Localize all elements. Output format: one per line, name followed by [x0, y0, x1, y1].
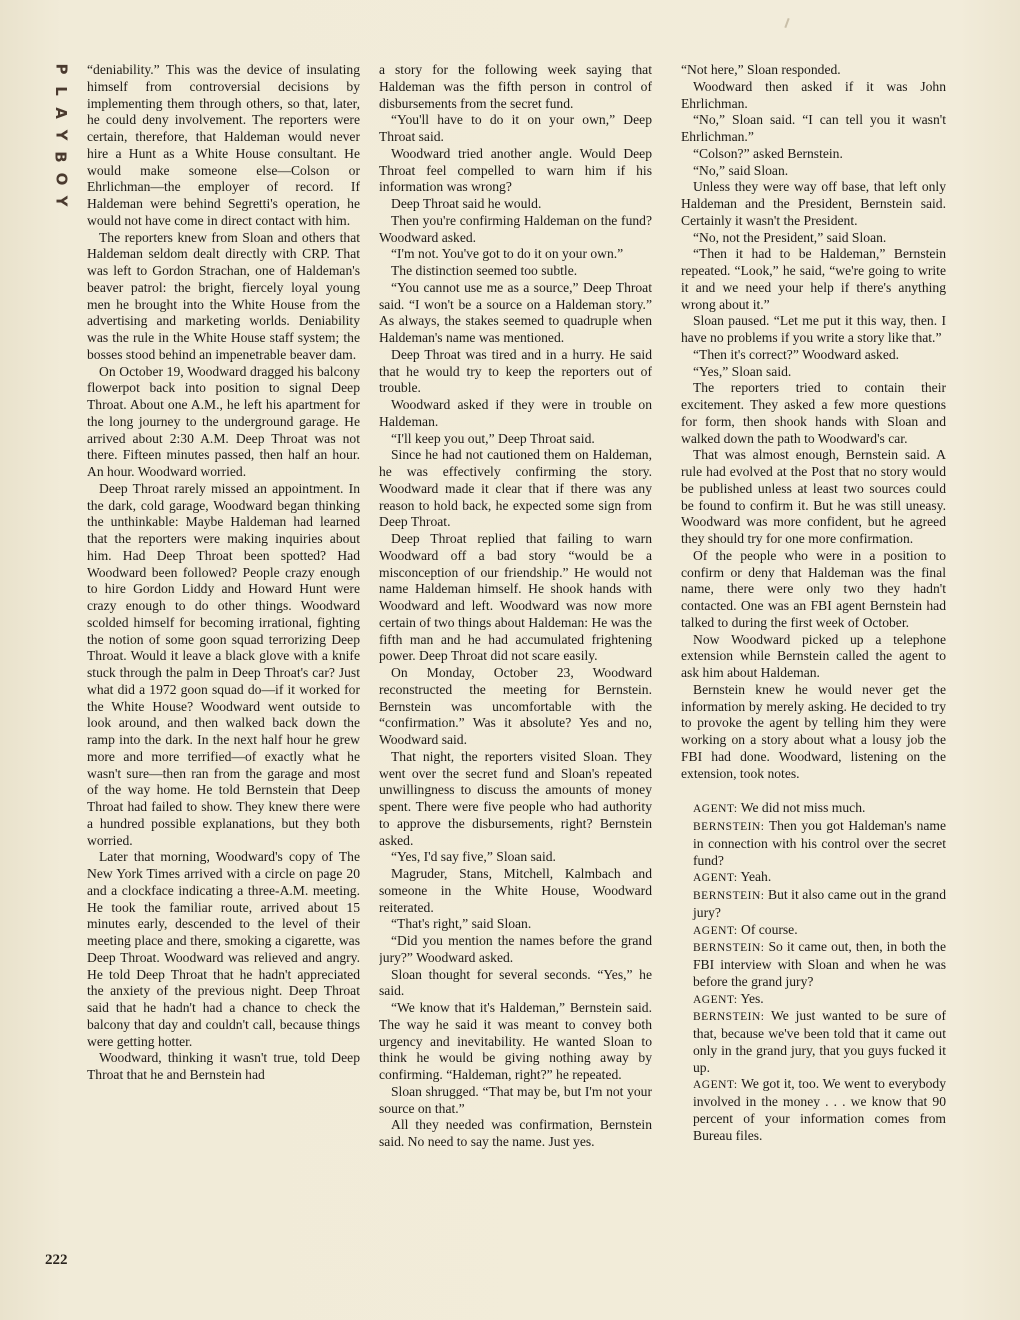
speaker-label: BERNSTEIN:	[693, 890, 765, 902]
paragraph: All they needed was confirmation, Bernstein said. No need to say the name. Just yes.	[379, 1117, 652, 1149]
paragraph: “I'm not. You've got to do it on your own.”	[391, 246, 624, 262]
paragraph: “deniability.” This was the device of insulating himself from controversial decisions by implementing them through others, so that, later, he could deny involvement. The reporters were certain, therefore, that Haldeman would never hire a Hunt as a White House consultant. He would make someone else—Colson or Ehrlichman—the employer of record. If Haldeman were behind Segretti's operation, he would not have come in direct contact with him.	[87, 62, 360, 228]
page-number: 222	[45, 1252, 68, 1268]
paragraph: Woodward then asked if it was John Ehrlichman.	[681, 78, 946, 111]
interview-transcript	[681, 800, 946, 1144]
paragraph: “Then it's correct?” Woodward asked.	[693, 346, 900, 362]
masthead-letter: L	[52, 86, 70, 96]
paragraph: On Monday, October 23, Woodward reconstructed the meeting for Bernstein. Bernstein was uncomfortable with the “confirmation.” Was it absolute? Yes and no, Woodward said.	[379, 665, 652, 747]
masthead-letter: Y	[52, 129, 70, 141]
speaker-text: We did not miss much.	[740, 800, 866, 816]
speaker-text: We got it, too. We went to everybody involved in the money . . . we know that 90 percent of your information comes from Bureau files.	[693, 1076, 946, 1143]
paragraph: Deep Throat was tired and in a hurry. He said that he would try to keep the reporters out of trouble.	[379, 346, 652, 396]
transcript-line	[681, 1076, 946, 1144]
paragraph: That was almost enough, Bernstein said. A rule had evolved at the Post that no story would be published unless at least two sources could be found to confirm it. But he was still uneasy. Woodward was more confident, but he agreed they should try for one more confirmation.	[681, 447, 946, 546]
column-1	[87, 62, 360, 1302]
paragraph: “No, not the President,” said Sloan.	[693, 229, 887, 245]
speaker-text: We just wanted to be sure of that, because we've been told that it came out only in the grand jury, that you guys fucked it up.	[693, 1008, 946, 1075]
speaker-text: Then you got Haldeman's name in connection with his control over the secret fund?	[693, 818, 946, 868]
speaker-label: BERNSTEIN:	[693, 942, 765, 955]
paragraph: Bernstein knew he would never get the information by merely asking. He decided to try to provoke the agent by telling him they were working on a story about what a lousy job the FBI had done. Woodward, listening on the extension, took notes.	[681, 681, 946, 781]
masthead-letter: A	[51, 107, 70, 119]
transcript-line	[681, 818, 946, 869]
paragraph: Magruder, Stans, Mitchell, Kalmbach and someone in the White House, Woodward reiterated.	[379, 866, 652, 915]
paragraph: “That's right,” said Sloan.	[391, 916, 532, 932]
paragraph: Of the people who were in a position to confirm or deny that Haldeman was the final name, there were only two they hadn't contacted. One was an FBI agent Bernstein had talked to during the first week of October.	[681, 547, 946, 630]
masthead-letter: Y	[52, 195, 70, 207]
paragraph: On October 19, Woodward dragged his balcony flowerpot back into position to signal Deep Throat. About one A.M., he left his apartment for the long journey to the underground garage. He arrived about 2:30 A.M. Deep Throat was not there. Fifteen minutes passed, then half an hour. An hour. Woodward worried.	[87, 363, 360, 479]
speaker-text: So it came out, then, in both the FBI interview with Sloan and when he was before the grand jury?	[693, 939, 946, 989]
paragraph: “You'll have to do it on your own,” Deep Throat said.	[379, 112, 652, 144]
paragraph: “Did you mention the names before the grand jury?” Woodward asked.	[379, 933, 652, 965]
paragraph: Later that morning, Woodward's copy of The New York Times arrived with a circle on page 20 and a clockface indicating a three-A.M. meeting. He took the familiar route, arrived about 15 minutes early, descended to the level of their meeting place and there, smoking a cigarette, was Deep Throat. Woodward was relieved and angry. He told Deep Throat that he hadn't appreciated the anxiety of the previous night. Deep Throat said that he hadn't had a chance to check the balcony that day and couldn't call, because things were getting hotter.	[87, 849, 360, 1049]
spacer	[681, 782, 946, 800]
speaker-label: BERNSTEIN:	[693, 1011, 765, 1024]
paragraph: Woodward, thinking it wasn't true, told Deep Throat that he and Bernstein had	[87, 1050, 360, 1082]
transcript-line	[681, 869, 946, 887]
paragraph: a story for the following week saying that Haldeman was the fifth person in control of disbursements from the secret fund.	[379, 62, 652, 111]
masthead-letter: B	[52, 151, 70, 163]
paragraph: Deep Throat said he would.	[391, 196, 542, 211]
speaker-text: Yeah.	[740, 869, 772, 885]
speaker-label: AGENT:	[693, 803, 738, 816]
transcript-line	[681, 922, 946, 940]
paragraph: “No,” Sloan said. “I can tell you it wasn't Ehrlichman.”	[681, 112, 946, 144]
transcript-line	[681, 887, 946, 922]
paragraph: That night, the reporters visited Sloan. They went over the secret fund and Sloan's repeated unwillingness to discuss the amounts of money spent. There were five people who had authority to approve the disbursements, right? Bernstein asked.	[379, 748, 652, 848]
transcript-line	[681, 939, 946, 990]
paragraph: “I'll keep you out,” Deep Throat said.	[391, 430, 595, 446]
transcript-line	[681, 1008, 946, 1076]
masthead-letter: O	[51, 172, 70, 186]
paragraph: Unless they were way off base, that left only Haldeman and the President, Bernstein said. Certainly it wasn't the President.	[681, 179, 946, 228]
paragraph: Deep Throat replied that failing to warn Woodward off a bad story “would be a misconception of our friendship.” He would not name Haldeman himself. He shook hands with Woodward and left. Woodward was now more certain of two things about Haldeman: He was the fifth man and he had accumulated frightening power. Deep Throat did not scare easily.	[379, 531, 652, 664]
speaker-label: AGENT:	[693, 924, 738, 937]
speaker-text: But it also came out in the grand jury?	[693, 887, 946, 920]
transcript-line	[681, 991, 946, 1009]
paragraph: Then you're confirming Haldeman on the fund? Woodward asked.	[379, 212, 652, 245]
speaker-label: BERNSTEIN:	[693, 821, 765, 833]
paragraph: The distinction seemed too subtle.	[391, 263, 578, 278]
paragraph: “Then it had to be Haldeman,” Bernstein repeated. “Look,” he said, “we're going to write it and we need your help if there's anything wrong about it.”	[681, 246, 946, 312]
speaker-label: AGENT:	[693, 872, 738, 885]
paragraph: The reporters knew from Sloan and others that Haldeman seldom dealt directly with CRP. That was left to Gordon Strachan, one of Haldeman's beaver patrol: the bright, fiercely loyal young men he brought into the White House from the advertising and marketing worlds. Deniability was the rule in the White House staff system; the bosses stood behind an impenetrable beaver dam.	[87, 229, 360, 362]
paragraph: “No,” said Sloan.	[693, 162, 789, 178]
paragraph: “Yes,” Sloan said.	[693, 363, 792, 379]
paragraph: The reporters tried to contain their excitement. They asked a few more questions for form, then shook hands with Sloan and walked down the path to Woodward's car.	[681, 380, 946, 446]
speaker-label: AGENT:	[693, 993, 738, 1006]
paragraph: “Colson?” asked Bernstein.	[693, 145, 843, 161]
transcript-line	[681, 800, 946, 818]
paragraph: Sloan paused. “Let me put it this way, then. I have no problems if you write a story like that.”	[681, 313, 946, 345]
paragraph: “Not here,” Sloan responded.	[681, 62, 841, 77]
masthead	[50, 58, 72, 212]
speaker-label: AGENT:	[693, 1079, 738, 1092]
paragraph: Sloan shrugged. “That may be, but I'm not your source on that.”	[379, 1083, 652, 1116]
masthead-letter: P	[52, 63, 70, 75]
paragraph: Woodward tried another angle. Would Deep Throat feel compelled to warn him if his information was wrong?	[379, 145, 652, 195]
column-3	[681, 62, 946, 1302]
paragraph: Sloan thought for several seconds. “Yes,” he said.	[379, 966, 652, 999]
speaker-text: Of course.	[741, 921, 798, 937]
paragraph: “We know that it's Haldeman,” Bernstein said. The way he said it was meant to convey both urgency and inevitability. He wanted Sloan to think he would be giving nothing away by confirming. “Haldeman, right?” he repeated.	[379, 1000, 652, 1082]
paragraph: “You cannot use me as a source,” Deep Throat said. “I won't be a source on a Haldeman story.” As always, the stakes seemed to quadruple when Haldeman's name was mentioned.	[379, 279, 652, 345]
paragraph: “Yes, I'd say five,” Sloan said.	[391, 849, 556, 865]
paragraph: Since he had not cautioned them on Haldeman, he was effectively confirming the story. Woodward made it clear that if there was any reason to hold back, he expected some sign from Deep Throat.	[379, 447, 652, 530]
paragraph: Woodward asked if they were in trouble on Haldeman.	[379, 397, 652, 429]
page-mark	[784, 18, 789, 28]
paragraph: Now Woodward picked up a telephone extension while Bernstein called the agent to ask him about Haldeman.	[681, 631, 946, 680]
speaker-text: Yes.	[740, 990, 764, 1006]
paragraph: Deep Throat rarely missed an appointment. In the dark, cold garage, Woodward began thinking the unthinkable: Maybe Haldeman had learned that the reporters were making inquiries about him. Had Deep Throat been spotted? Had Woodward been followed? People crazy enough to hire Gordon Liddy and Howard Hunt were crazy enough to do other things. Woodward scolded himself for becoming irrational, fighting the notion of some goon squad terrorizing Deep Throat. Would it leave a black glove with a knife stuck through the palm in Deep Throat's car? Just what did a 1972 goon squad do—if it worked for the White House? Woodward went outside to look around, and then walked back down the ramp into the dark. In the next half hour he grew more and more terrified—of exactly what he wasn't sure—then ran from the garage and most of the way home. He told Bernstein that Deep Throat had failed to show. They knew there were a hundred possible explanations, but they both worried.	[87, 480, 360, 848]
column-2	[379, 62, 652, 1302]
